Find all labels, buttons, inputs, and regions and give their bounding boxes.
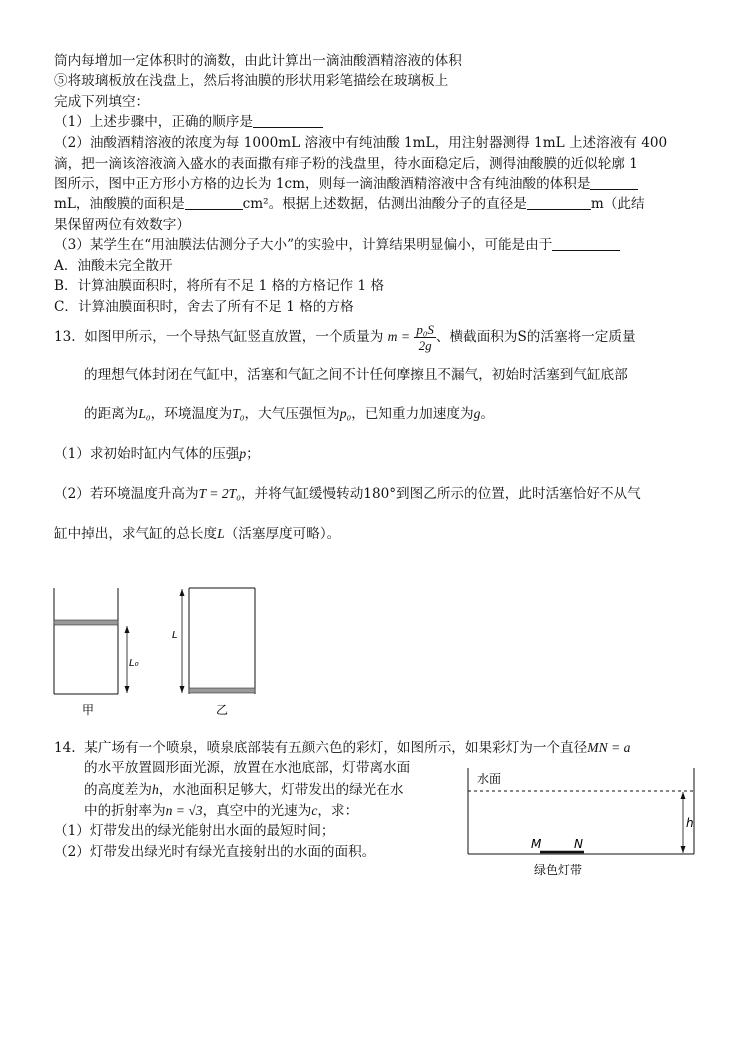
mass-equation: m = [387,329,411,344]
label-L: L [172,630,178,641]
q12-fill-instruction: 完成下列填空： [54,94,150,110]
q12-text-line-1: 筒内每增加一定体积时的滴数，由此计算出一滴油酸酒精溶液的体积 [54,53,462,69]
mass-fraction: $\frac{\text{p₀S}}{2g}$ [416,322,434,353]
pool-figure [460,764,710,882]
q14-sub-2: （2）灯带发出绿光时有绿光直接射出的水面的面积。 [54,844,376,860]
light-strip-caption: 绿色灯带 [534,863,583,877]
q12-step-5: ⑤将玻璃板放在浅盘上，然后将油膜的形状用彩笔描绘在玻璃板上 [54,73,449,89]
q12-part-2-line-2: 滴，把一滴该溶液滴入盛水的表面撒有痱子粉的浅盘里，待水面稳定后，测得油酸膜的近似轮廓 1 [54,156,638,172]
figure-yi-cylinder [172,588,255,694]
q12-option-b: B．计算油膜面积时，将所有不足 1 格的方格记作 1 格 [54,278,385,294]
answer-blank [185,195,243,210]
q13-line-1: 13. 如图甲所示，一个导热气缸竖直放置，一个质量为 m = $\frac{\text{p₀S}}{2g}$ 、横截面积为S的活塞将一定质量 [54,322,636,353]
q14-line-4: 中的折射率为n = √3，真空中的光速为c，求： [84,803,359,819]
cylinder-figures [40,578,280,718]
q12-part-2-line-1: （2）油酸酒精溶液的浓度为每 1000mL 溶液中有纯油酸 1mL，用注射器测得 1mL 上述溶液有 400 [54,135,668,151]
answer-blank [527,195,591,210]
q12-part-1: （1）上述步骤中，正确的顺序是 [54,113,323,132]
q13-sub-2: （2）若环境温度升高为T = 2T₀，并将气缸缓慢转动180°到图乙所示的位置，此时活塞恰好不从气 [54,486,641,502]
q14-number: 14. [54,740,76,756]
q12-option-a: A．油酸未完全散开 [54,258,173,274]
q12-part-2-line-4: mL，油酸膜的面积是 cm²。根据上述数据，估测出油酸分子的直径是 m（此结 [54,196,645,212]
water-surface-label: 水面 [477,772,502,786]
piston-jia [54,620,118,625]
q14-sub-1: （1）灯带发出的绿光能射出水面的最短时间； [54,823,335,839]
figure-jia-cylinder [54,588,139,694]
answer-blank [552,236,620,251]
q14-line-2: 的水平放置圆形面光源，放置在水池底部，灯带离水面 [84,760,411,776]
q14-line-3: 的高度差为h，水池面积足够大，灯带发出的绿光在水 [84,782,404,798]
piston-yi [189,688,255,693]
q12-part-3: （3）某学生在“用油膜法估测分子大小”的实验中，计算结果明显偏小，可能是由于 [54,236,620,255]
label-L0: L₀ [129,658,139,669]
answer-blank [253,113,323,128]
q13-line-3: 的距离为L₀，环境温度为T₀，大气压强恒为p₀，已知重力加速度为g。 [84,406,494,422]
q13-number: 13. [54,329,76,345]
height-label: h [686,816,694,830]
q12-part-2-line-3: 图所示，图中正方形小方格的边长为 1cm，则每一滴油酸酒精溶液中含有纯油酸的体积是 [54,175,638,194]
q12-part-2-line-5: 果保留两位有效数字） [54,217,190,233]
q13-sub-1: （1）求初始时缸内气体的压强p； [54,446,260,462]
point-m-label: M [531,837,542,851]
caption-jia: 甲 [82,703,95,717]
caption-yi: 乙 [216,703,229,717]
q13-line-2: 的理想气体封闭在气缸中，活塞和气缸之间不计任何摩擦且不漏气，初始时活塞到气缸底部 [84,367,628,383]
q13-sub-2-cont: 缸中掉出，求气缸的总长度L（活塞厚度可略）。 [54,526,341,542]
answer-blank [590,175,638,190]
q14-line-1: 14. 某广场有一个喷泉，喷泉底部装有五颜六色的彩灯，如图所示，如果彩灯为一个直径MN = a [54,740,631,756]
point-n-label: N [574,837,583,851]
q12-option-c: C．计算油膜面积时，舍去了所有不足 1 格的方格 [54,299,354,315]
